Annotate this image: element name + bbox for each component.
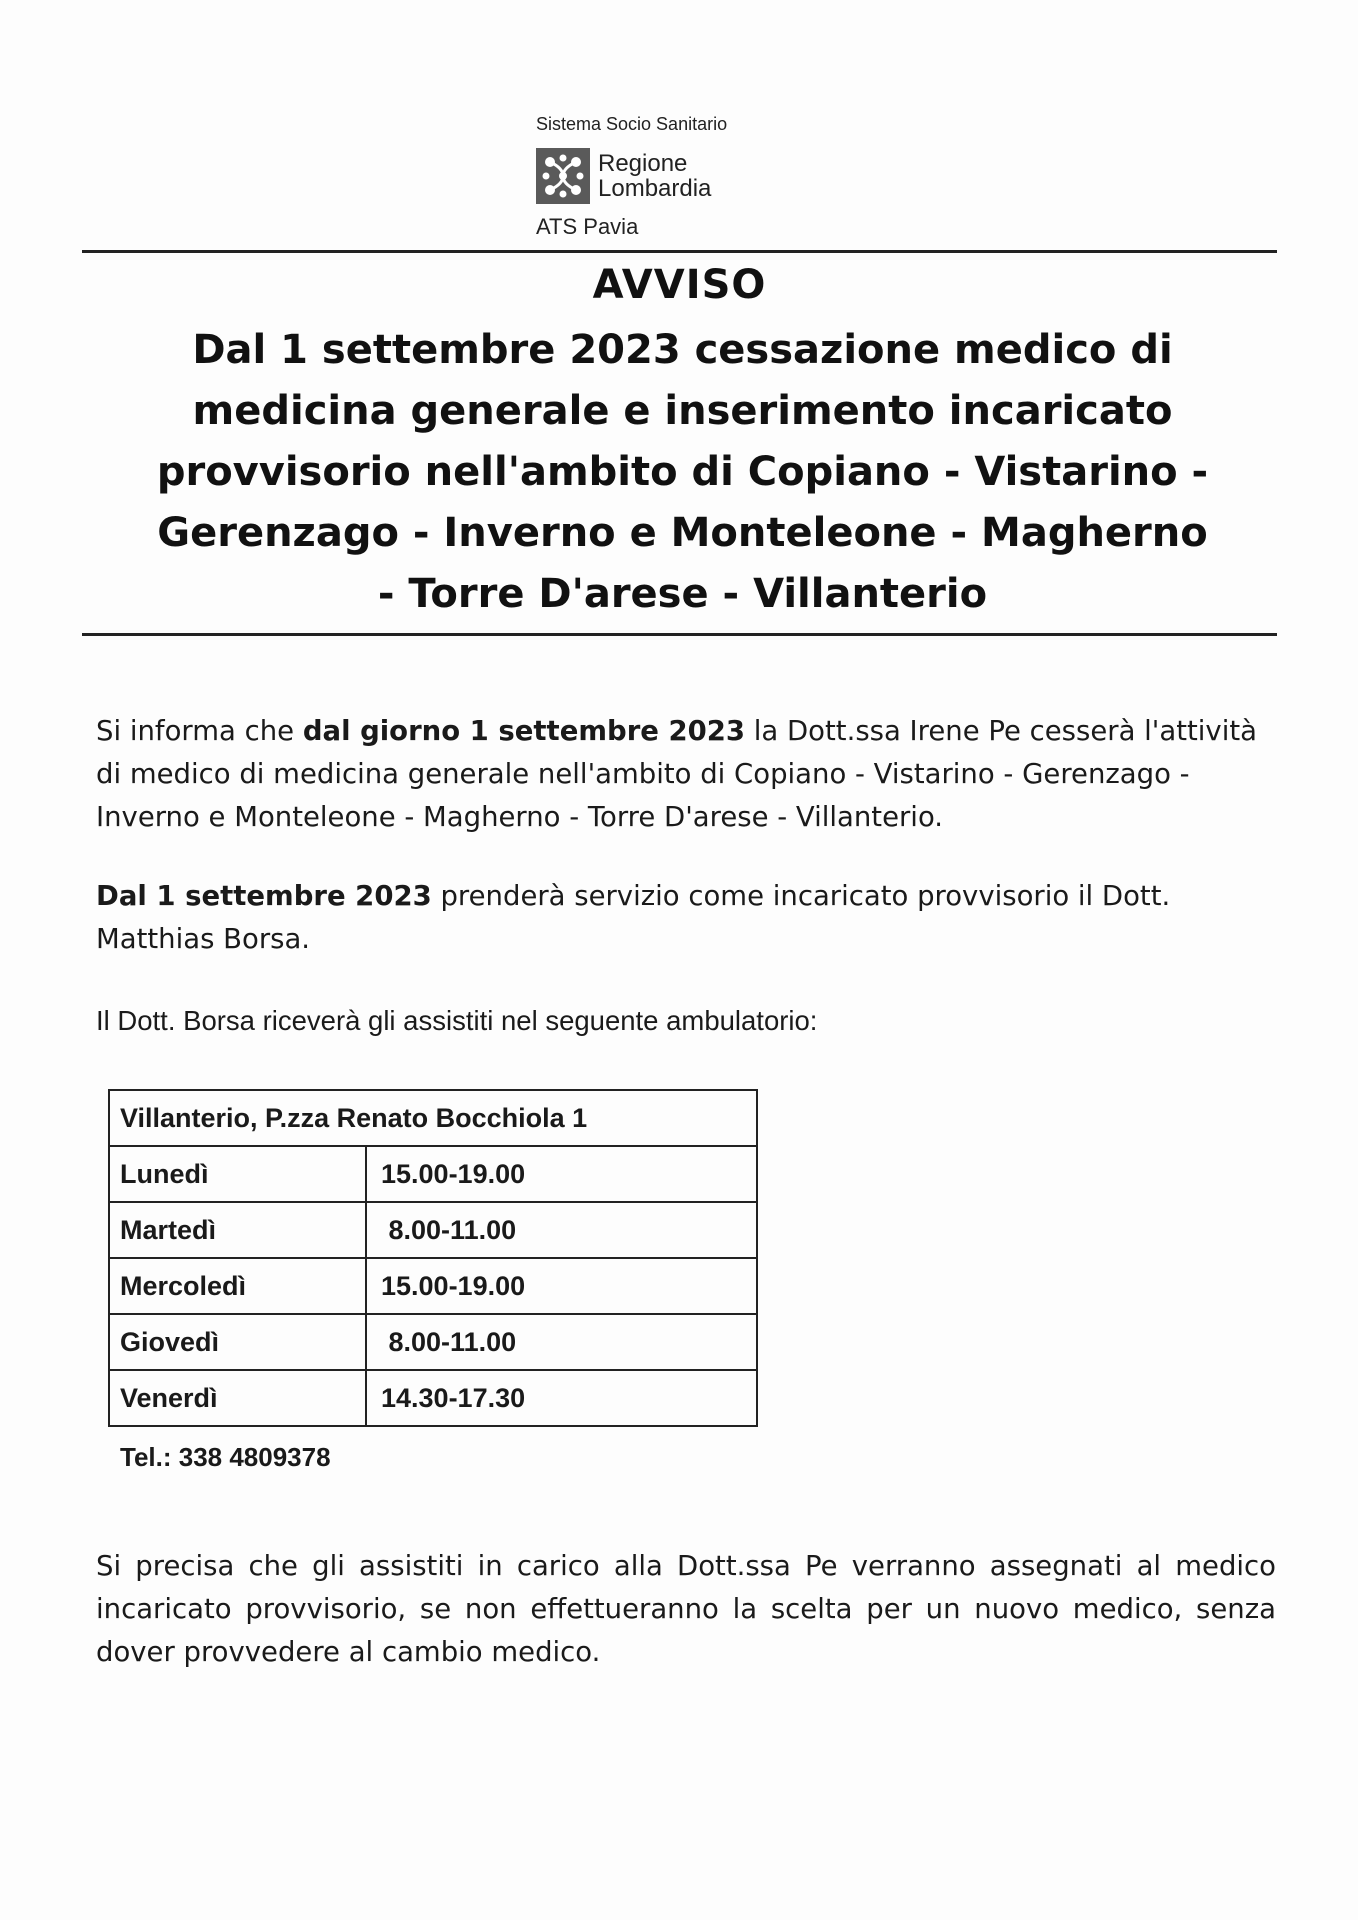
day-cell: Martedì [109,1202,366,1258]
hours-cell: 15.00-19.00 [366,1146,757,1202]
headline-line: - Torre D'arese - Villanterio [377,571,988,617]
table-row [109,1314,757,1370]
rosa-camuna-icon [536,148,590,204]
region-name-line2: Lombardia [598,175,712,202]
region-name-line1: Regione [598,150,688,177]
region-name [598,151,711,201]
p2-text: prenderà servizio come incaricato provvisorio il Dott. Matthias Borsa. [96,880,1171,955]
hours-cell: 8.00-11.00 [366,1314,757,1370]
table-row [109,1202,757,1258]
schedule-table [108,1089,758,1427]
paragraph-replacement [96,875,1276,961]
ats-label: ATS Pavia [536,214,639,239]
top-divider [82,250,1277,253]
hours-cell: 14.30-17.30 [366,1370,757,1426]
paragraph-clinic-intro: Il Dott. Borsa riceverà gli assistiti nel seguente ambulatorio: [96,1005,818,1036]
clinic-location: Villanterio, P.zza Renato Bocchiola 1 [109,1090,757,1146]
day-cell: Lunedì [109,1146,366,1202]
table-row [109,1090,757,1146]
day-cell: Mercoledì [109,1258,366,1314]
region-logo [536,146,711,206]
p1-date: dal giorno 1 settembre 2023 [302,715,746,747]
hours-cell: 8.00-11.00 [366,1202,757,1258]
notice-headline [100,320,1265,625]
headline-line: medicina generale e inserimento incaricato [192,388,1173,434]
table-row [109,1370,757,1426]
table-row [109,1258,757,1314]
p1-text-rest: la Dott.ssa Irene Pe cesserà l'attività di medico di medicina generale nell'ambito di Copiano - Vistarino - Gerenzago - Inverno e Monteleone - Magherno - Torre D'arese - Villanterio. [96,715,1257,833]
paragraph-assignment: Si precisa che gli assistiti in carico alla Dott.ssa Pe verranno assegnati al medico incaricato provvisorio, se non effettueranno la scelta per un nuovo medico, senza dover provvedere al cambio medico. [96,1550,1276,1668]
day-cell: Giovedì [109,1314,366,1370]
notice-title: AVVISO [592,262,767,308]
system-label: Sistema Socio Sanitario [536,114,728,134]
day-cell: Venerdì [109,1370,366,1426]
telephone: Tel.: 338 4809378 [120,1442,331,1472]
p1-text: Si informa che [96,715,303,747]
table-row [109,1146,757,1202]
bottom-divider [82,633,1277,636]
headline-line: provvisorio nell'ambito di Copiano - Vistarino - [156,449,1209,495]
headline-line: Gerenzago - Inverno e Monteleone - Magherno [157,510,1208,556]
hours-cell: 15.00-19.00 [366,1258,757,1314]
headline-line: Dal 1 settembre 2023 cessazione medico di [192,327,1173,373]
paragraph-cessation [96,710,1276,839]
p2-date: Dal 1 settembre 2023 [96,880,432,912]
